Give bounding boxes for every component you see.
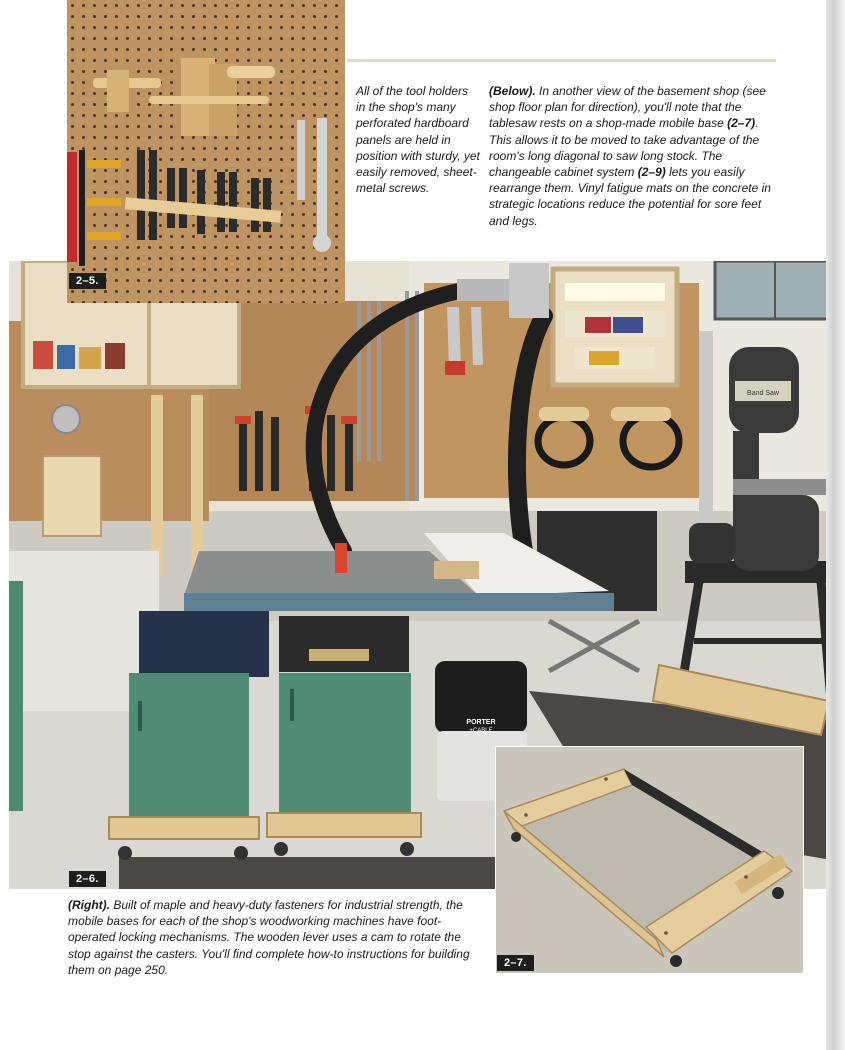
- mobile-base-left: [109, 817, 259, 839]
- figure-label-2-7: 2–7.: [497, 955, 534, 971]
- bandsaw-table: [733, 479, 833, 495]
- caption-tool-holders: [356, 83, 480, 196]
- caption-below-ref-1: (2–7): [727, 116, 756, 131]
- bandsaw-badge: Band Saw: [747, 390, 779, 397]
- mobile-base-photo: [495, 746, 804, 974]
- bandsaw-lower-wheel: [733, 495, 819, 571]
- caption-below: [489, 83, 779, 229]
- caption-tool-holders-text: All of the tool holders in the shop's many perforated hardboard panels are held in position with sturdy, yet easily removed, sheet-metal screws.: [356, 84, 480, 196]
- dust-collector-brand-2: +CABLE: [469, 728, 493, 734]
- page-edge: [826, 0, 845, 1050]
- machine-cabinet-right: [279, 673, 411, 821]
- figure-label-2-5: 2–5.: [69, 273, 106, 289]
- mobile-base-drawing: [496, 747, 803, 973]
- caption-below-ref-2: (2–9): [637, 165, 666, 180]
- caption-below-lead: (Below).: [489, 84, 536, 98]
- jointer-motor: [139, 611, 269, 677]
- fence-rail: [184, 593, 614, 611]
- blade-guard: [335, 543, 347, 573]
- caption-right-lead: (Right).: [68, 898, 110, 912]
- machine-cabinet-left: [129, 673, 249, 821]
- caption-right: [68, 897, 478, 978]
- upper-cabinet-middle: [149, 301, 239, 387]
- header-rule: [347, 59, 776, 62]
- caption-below-text-2: . This allows it to be moved to take advantage of the room's long diagonal to saw long stock. The changeable cabinet system: [489, 116, 760, 180]
- fatigue-mat-front: [119, 857, 509, 889]
- dust-collector-brand-1: PORTER: [466, 719, 496, 726]
- saw-motor-housing: [279, 616, 409, 672]
- jig-board: [43, 456, 101, 536]
- tool-holders-drawing: [67, 0, 345, 303]
- tool-holders-photo: [67, 0, 345, 303]
- caption-right-text: Built of maple and heavy-duty fasteners for industrial strength, the mobile bases for each of the shop's woodworking machines have foot-operated locking mechanisms. The wooden lever uses a cam to rotate the stop against the casters. You'll find complete how-to instructions for building them on page 250.: [68, 898, 470, 977]
- mobile-base-right: [267, 813, 421, 837]
- caption-below-text-1: In another view of the basement shop (see shop floor plan for direction), you'll note that the tablesaw rests on a shop-made mobile base: [489, 84, 766, 131]
- caption-below-text-3: lets you easily rearrange them. Vinyl fatigue mats on the concrete in strategic locations reduce the potential for sore feet and legs.: [489, 165, 771, 228]
- figure-label-2-6: 2–6.: [69, 871, 106, 887]
